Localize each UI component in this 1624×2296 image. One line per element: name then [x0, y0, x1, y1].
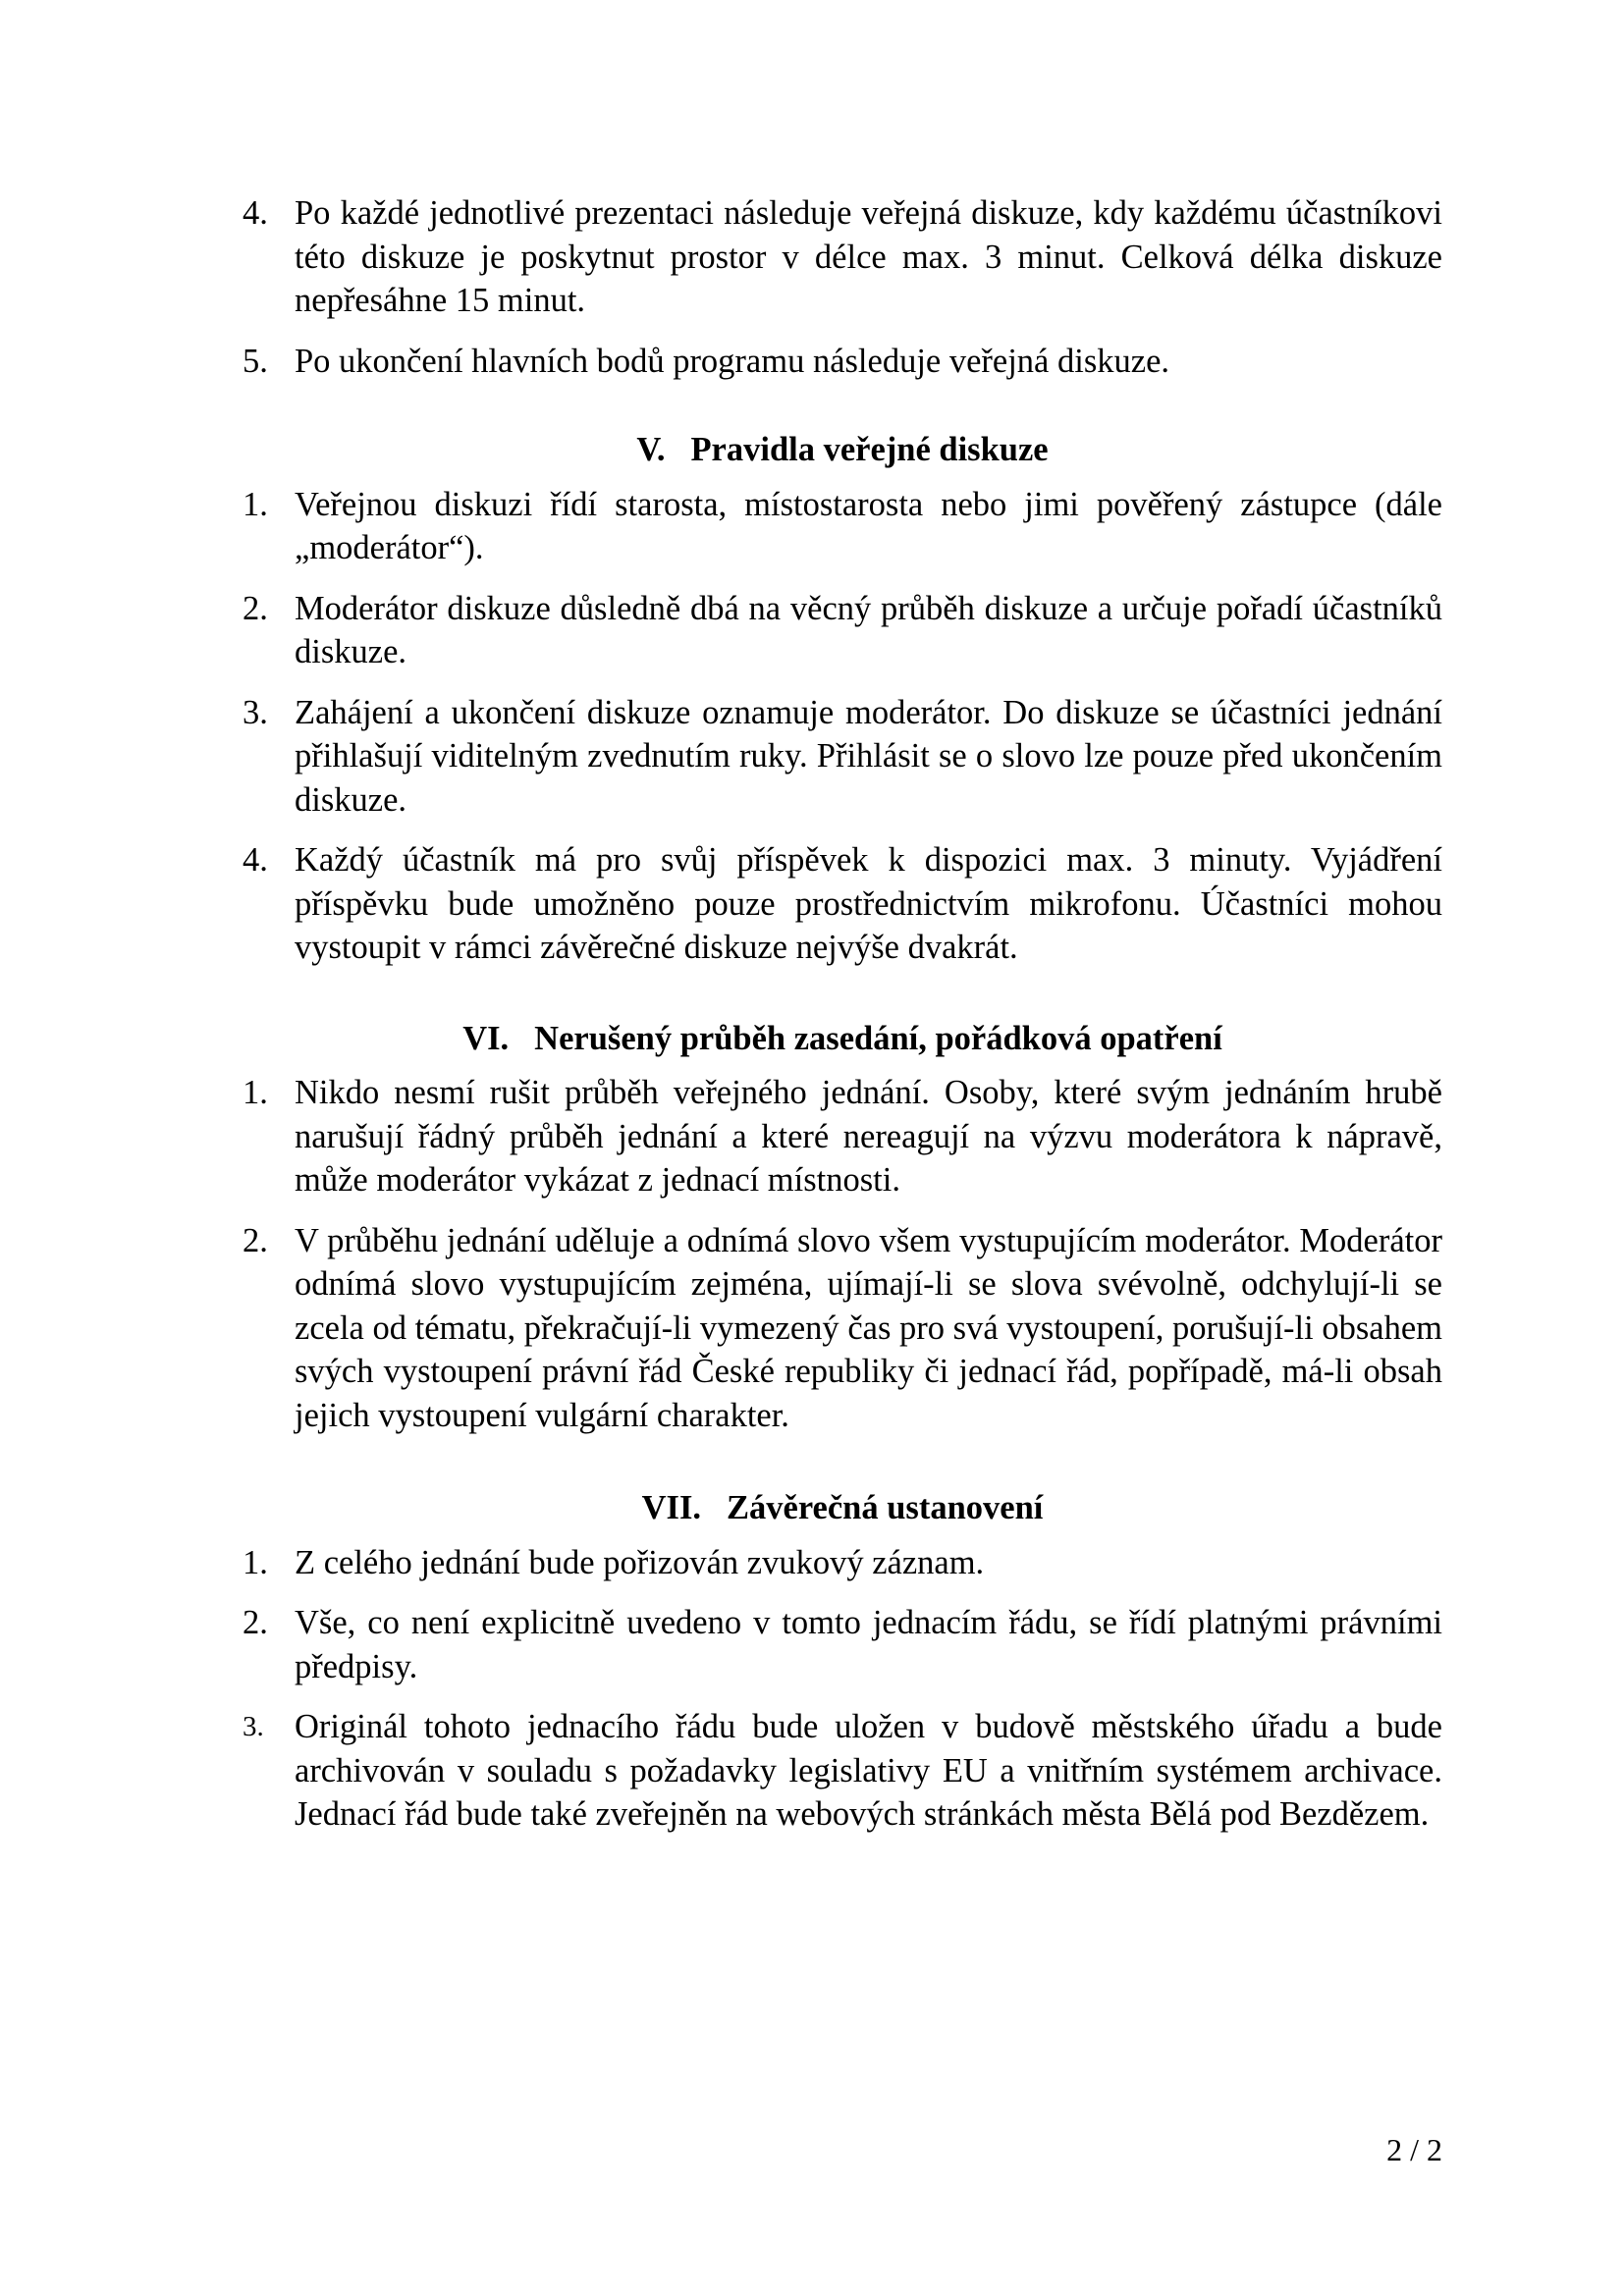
item-text: Po každé jednotlivé prezentaci následuje veřejná diskuze, kdy každému účastníkovi této diskuze je poskytnut prostor v délce max. 3 minut. Celková délka diskuze nepřesáhne 15 minut.: [295, 194, 1442, 319]
list-item: [243, 483, 1442, 570]
section-heading-vi: [243, 1017, 1442, 1061]
list-item: [243, 1219, 1442, 1438]
item-text: Každý účastník má pro svůj příspěvek k dispozici max. 3 minuty. Vyjádření příspěvku bude umožněno pouze prostřednictvím mikrofonu. Účastníci mohou vystoupit v rámci závěrečné diskuze nejvýše dvakrát.: [295, 841, 1442, 966]
document-body: [243, 191, 1442, 1853]
item-number: 1.: [243, 1543, 268, 1581]
item-number: 2.: [243, 589, 268, 627]
page-number: 2 / 2: [1386, 2132, 1442, 2167]
item-number: 5.: [243, 342, 268, 380]
item-number: 4.: [243, 841, 268, 879]
item-text: Originál tohoto jednacího řádu bude uložen v budově městského úřadu a bude archivován v souladu s požadavky legislativy EU a vnitřním systémem archivace. Jednací řád bude také zveřejněn na webových stránkách města Bělá pod Bezdězem.: [295, 1708, 1442, 1833]
section-title: Závěrečná ustanovení: [727, 1489, 1044, 1526]
item-number: 1.: [243, 1074, 268, 1111]
list-item: [243, 1601, 1442, 1688]
item-text: Moderátor diskuze důsledně dbá na věcný průběh diskuze a určuje pořadí účastníků diskuze.: [295, 589, 1442, 670]
list-item: [243, 191, 1442, 323]
section-heading-vii: [243, 1486, 1442, 1530]
list-item: [243, 340, 1442, 384]
section-numeral: V.: [636, 431, 666, 468]
item-number: 1.: [243, 485, 268, 523]
list-item: [243, 838, 1442, 970]
item-number: 2.: [243, 1221, 268, 1259]
item-text: Nikdo nesmí rušit průběh veřejného jednání. Osoby, které svým jednáním hrubě narušují řádný průběh jednání a které nereagují na výzvu moderátora k nápravě, může moderátor vykázat z jednací místnosti.: [295, 1074, 1442, 1199]
list-item: [243, 1541, 1442, 1585]
item-number: 2.: [243, 1604, 268, 1641]
list-item: [243, 1071, 1442, 1202]
intro-list: [243, 191, 1442, 383]
item-number: 3.: [243, 693, 268, 731]
section-title: Pravidla veřejné diskuze: [690, 431, 1049, 468]
section-heading-v: [243, 428, 1442, 472]
section-vii-list: [243, 1541, 1442, 1837]
section-numeral: VII.: [641, 1489, 702, 1526]
section-title: Nerušený průběh zasedání, pořádková opatření: [534, 1019, 1222, 1057]
list-item: [243, 587, 1442, 674]
item-text: Veřejnou diskuzi řídí starosta, místostarosta nebo jimi pověřený zástupce (dále „moderátor“).: [295, 485, 1442, 566]
item-text: Zahájení a ukončení diskuze oznamuje moderátor. Do diskuze se účastníci jednání přihlašují viditelným zvednutím ruky. Přihlásit se o slovo lze pouze před ukončením diskuze.: [295, 693, 1442, 819]
section-numeral: VI.: [462, 1019, 510, 1057]
list-item: [243, 691, 1442, 823]
item-text: Z celého jednání bude pořizován zvukový záznam.: [295, 1543, 985, 1581]
item-text: Vše, co není explicitně uvedeno v tomto jednacím řádu, se řídí platnými právními předpisy.: [295, 1604, 1442, 1685]
item-text: V průběhu jednání uděluje a odnímá slovo všem vystupujícím moderátor. Moderátor odnímá slovo vystupujícím zejména, ujímají-li se slova svévolně, odchylují-li se zcela od tématu, překračují-li vymezený čas pro svá vystoupení, porušují-li obsahem svých vystoupení právní řád České republiky či jednací řád, popřípadě, má-li obsah jejich vystoupení vulgární charakter.: [295, 1221, 1442, 1434]
section-vi-list: [243, 1071, 1442, 1437]
list-item: [243, 1705, 1442, 1837]
section-v-list: [243, 483, 1442, 970]
item-number: 3.: [243, 1711, 264, 1742]
item-number: 4.: [243, 194, 268, 232]
item-text: Po ukončení hlavních bodů programu následuje veřejná diskuze.: [295, 342, 1170, 380]
